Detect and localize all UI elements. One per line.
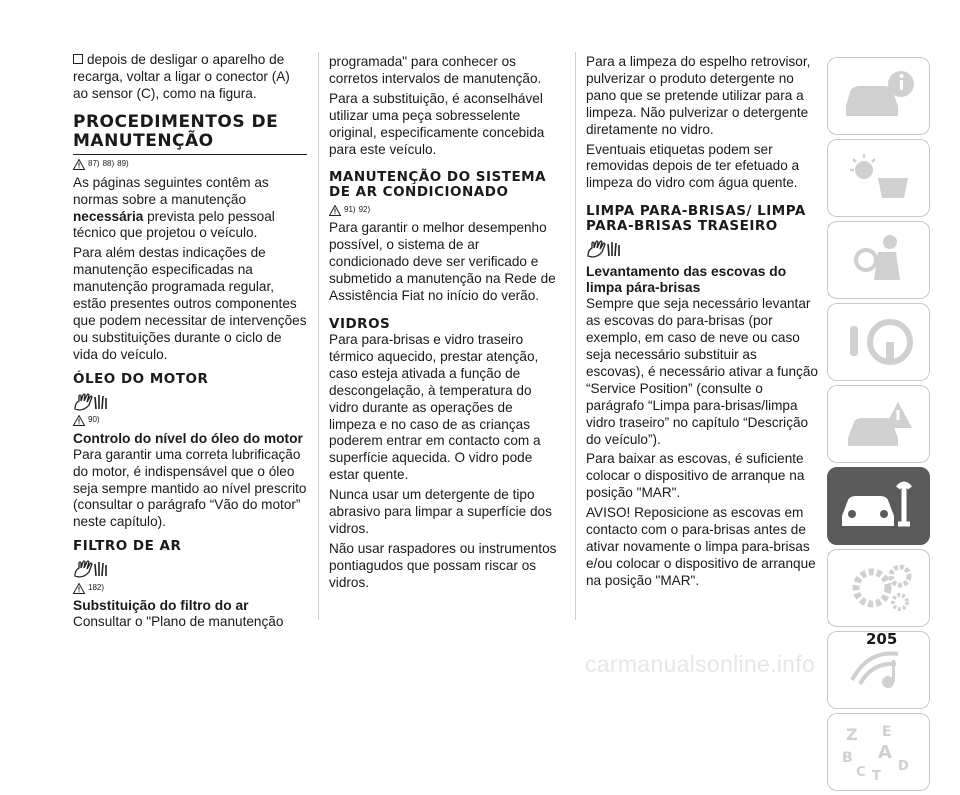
warning-icon: [73, 583, 85, 594]
ref: 90): [88, 415, 100, 425]
heading-maintenance-procedures: PROCEDIMENTOS DE MANUTENÇÃO: [73, 113, 307, 155]
multimedia-icon: [838, 640, 922, 700]
watermark-text: carmanualsonline.info: [585, 651, 816, 677]
gears-icon: [838, 558, 922, 618]
ref: 92): [358, 204, 371, 214]
page-number: 205: [866, 630, 898, 648]
intro-paragraph: depois de desligar o aparelho de recarga, voltar a ligar o conector (A) ao sensor (C), como na figura.: [73, 52, 290, 101]
column-2: [329, 54, 561, 595]
ref: 91): [344, 204, 356, 214]
steering-wheel-icon: [838, 312, 922, 372]
alphabetical-index-icon: [838, 722, 922, 782]
tab-warning-lights[interactable]: [827, 385, 930, 463]
ref: 87): [88, 159, 100, 169]
index-letter: A: [878, 742, 892, 763]
wiper-paragraph-2: Para baixar as escovas, é suficiente colocar o dispositivo de arranque na posição "MAR".: [586, 451, 805, 501]
tab-lights-dashboard[interactable]: [827, 139, 930, 217]
heading-windows: VIDROS: [329, 315, 391, 332]
tab-index[interactable]: [827, 713, 930, 791]
column-1: [73, 52, 307, 634]
warning-refs: [73, 159, 307, 171]
warning-lights-icon: [838, 394, 922, 454]
ac-paragraph: Para garantir o melhor desempenho possível, o sistema de ar condicionado deve ser verificado e submetido a manutenção na Rede de Assistência Fiat no início do verão.: [329, 220, 556, 304]
maintenance-para-2: Para além destas indicações de manutenção especificadas na manutenção programada regular, estão presentes outros componentes que podem necessitar de intervenções ou substituições durante o ciclo de vida do veículo.: [73, 245, 307, 362]
heading-air-filter: FILTRO DE AR: [73, 538, 182, 555]
chapter-sidebar: [827, 57, 932, 795]
warning-icon: [329, 205, 341, 216]
filter-paragraph: Consultar o "Plano de manutenção: [73, 614, 284, 630]
glove-hand-icon: [73, 393, 115, 411]
warning-refs: [73, 415, 307, 427]
column-divider: [575, 52, 576, 620]
index-letter: C: [856, 765, 866, 780]
index-letter: D: [898, 759, 909, 774]
car-info-icon: [838, 66, 922, 126]
glove-hand-icon: [73, 560, 115, 578]
subheading-oil-level: Controlo do nível do óleo do motor: [73, 430, 303, 446]
wiper-paragraph-3: AVISO! Reposicione as escovas em contacto com o para-brisas antes de ativar novamente o limpa para-brisas e/ou colocar o dispositivo de arranque na posição "MAR".: [586, 505, 816, 588]
ref: 182): [88, 582, 105, 592]
filter-spare-paragraph: Para a substituição, é aconselhável utilizar uma peça sobresselente original, especificamente concebida para este veículo.: [329, 90, 545, 157]
heading-wipers: LIMPA PARA-BRISAS/ LIMPA PARA-BRISAS TRASEIRO: [586, 203, 806, 235]
tab-safety[interactable]: [827, 221, 930, 299]
tab-technical-data[interactable]: [827, 549, 930, 627]
windows-para-3: Não usar raspadores ou instrumentos pontiagudos que possam riscar os vidros.: [329, 540, 557, 590]
index-letter: E: [882, 724, 892, 740]
car-wrench-icon: [838, 476, 922, 536]
column-3: [586, 54, 818, 593]
mirror-paragraph: Para a limpeza do espelho retrovisor, pulverizar o produto detergente no pano que se pretende utilizar para a limpeza. Não pulverizar o detergente diretamente no vidro.: [586, 54, 811, 137]
connector-icon: [73, 54, 83, 64]
index-letter: Z: [846, 725, 858, 744]
glove-hand-icon: [586, 240, 628, 258]
subheading-wiper-lift: Levantamento das escovas do limpa pára-brisas: [586, 264, 787, 296]
filter-paragraph-cont: programada" para conhecer os corretos intervalos de manutenção.: [329, 54, 542, 86]
heading-ac-maintenance: MANUTENÇÃO DO SISTEMA DE AR CONDICIONADO: [329, 169, 547, 201]
warning-icon: [73, 415, 85, 426]
column-divider: [318, 52, 319, 620]
index-letter: B: [842, 750, 853, 766]
oil-paragraph: Para garantir uma correta lubrificação do motor, é indispensável que o óleo seja sempre mantido ao nível prescrito (consultar o parágrafo “Vão do motor” neste capítulo).: [73, 446, 307, 530]
subheading-air-filter: Substituição do filtro do ar: [73, 598, 249, 614]
maintenance-para-1: As páginas seguintes contêm as normas sobre a manutenção necessária prevista pelo pessoal técnico que projetou o veículo.: [73, 174, 275, 241]
warning-refs: [73, 582, 307, 594]
warning-icon: [73, 159, 85, 170]
warning-refs: [329, 204, 561, 216]
ref: 88): [102, 159, 115, 169]
heading-engine-oil: ÓLEO DO MOTOR: [73, 370, 209, 387]
windows-para-1: Para para-brisas e vidro traseiro térmico aquecido, prestar atenção, caso esteja ativada a função de descongelação, à temperatura do vidro durante as operações de limpeza e no caso de as crianças poderem entrar em contacto com a superfície aquecida. O vidro pode estar quente.: [329, 331, 541, 483]
ref: 89): [117, 159, 129, 169]
airbag-seat-icon: [838, 230, 922, 290]
labels-paragraph: Eventuais etiquetas podem ser removidas depois de ter efetuado a limpeza do vidro com água quente.: [586, 141, 800, 191]
tab-car-info[interactable]: [827, 57, 930, 135]
tab-maintenance[interactable]: [827, 467, 930, 545]
tab-starting-driving[interactable]: [827, 303, 930, 381]
index-letter: T: [872, 769, 881, 782]
wiper-paragraph-1: Sempre que seja necessário levantar as escovas do para-brisas (por exemplo, em caso de neve ou caso seja necessário substituir as escovas), é necessário ativar a função “Service Position” (consulte o parágrafo “Limpa para-brisas/limpa vidro traseiro” no capítulo “Descrição do veículo”).: [586, 296, 818, 447]
dashboard-lights-icon: [838, 148, 922, 208]
windows-para-2: Nunca usar um detergente de tipo abrasivo para limpar a superfície dos vidros.: [329, 487, 552, 536]
